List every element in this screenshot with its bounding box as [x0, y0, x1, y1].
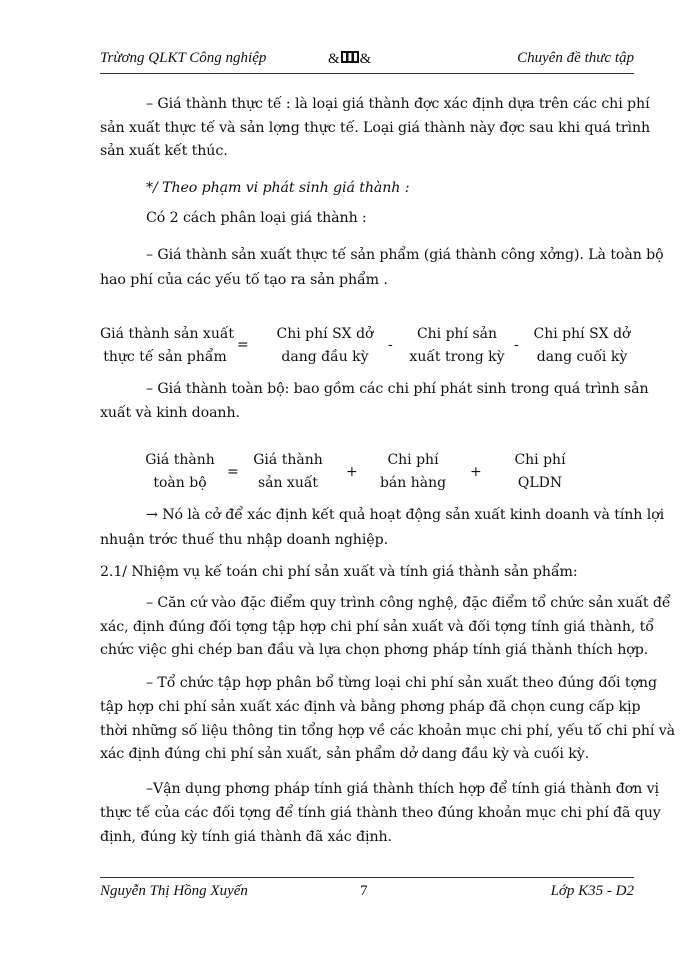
formula1-lhs-line1: Giá thành sản xuất	[100, 326, 235, 342]
header-ornament	[328, 50, 371, 68]
formula2-term2-line2: bán hàng	[379, 475, 447, 491]
para5-line3: chức việc ghi chép ban đầu và lựa chọn phơng pháp tính giá thành thích hợp.	[100, 642, 649, 658]
para6-line2: tập hợp chi phí sản xuất xác định và bằng phơng pháp đã chọn cung cấp kịp	[100, 699, 641, 715]
section2-heading: 2.1/ Nhiệm vụ kế toán chi phí sản xuất và tính giá thành sản phẩm:	[100, 564, 578, 580]
formula2-term1-line2: sản xuất	[257, 475, 319, 491]
para3-line2: xuất và kinh doanh.	[100, 405, 240, 421]
header-rule	[100, 73, 634, 74]
para7-line1: –Vận dụng phơng pháp tính giá thành thích hợp để tính giá thành đơn vị	[146, 781, 659, 797]
header-title: Chuyên đề thưc tập	[517, 50, 634, 66]
formula1-term2-line1: Chi phí sản	[416, 326, 498, 342]
page-number: 7	[360, 883, 368, 899]
formula1-term3-line2: dang cuối kỳ	[536, 349, 628, 365]
para7-line3: định, đúng kỳ tính giá thành đã xác định.	[100, 829, 392, 845]
para2-line2: hao phí của các yếu tố tạo ra sản phẩm .	[100, 272, 388, 288]
para6-line1: – Tổ chức tập hợp phân bổ từng loại chi phí sản xuất theo đúng đối tợng	[146, 675, 657, 691]
para5-line1: – Căn cứ vào đặc điểm quy trình công nghệ, đặc điểm tổ chức sản xuất để	[146, 595, 671, 611]
formula2-equals: =	[227, 464, 239, 480]
book-ornament-icon	[340, 50, 360, 65]
section-heading-scope: */ Theo phạm vi phát sinh giá thành :	[146, 180, 410, 196]
para5-line2: xác, định đúng đối tợng tập hợp chi phí sản xuất và đối tợng tính giá thành, tổ	[100, 619, 654, 635]
para6-line4: xác định đúng chi phí sản xuất, sản phẩm dở dang đầu kỳ và cuối kỳ.	[100, 746, 590, 762]
formula2-term2-line1: Chi phí	[387, 452, 439, 468]
formula2-lhs-line1: Giá thành	[145, 452, 215, 468]
formula1-lhs-line2: thực tế sản phẩm	[103, 349, 227, 365]
para4-line2: nhuận trớc thuế thu nhập doanh nghiệp.	[100, 532, 388, 548]
formula2-term3-line2: QLDN	[517, 475, 563, 491]
footer-author: Nguyễn Thị Hồng Xuyến	[100, 883, 248, 899]
formula2-term3-line1: Chi phí	[514, 452, 566, 468]
header-school: Trừơng QLKT Công nghiệp	[100, 50, 267, 66]
formula1-term1-line1: Chi phí SX dở	[276, 326, 374, 342]
para1-line1: – Giá thành thực tế : là loại giá thành đợc xác định dựa trên các chi phí	[146, 96, 650, 112]
formula2-term1-line1: Giá thành	[253, 452, 323, 468]
formula2-plus1: +	[346, 464, 358, 480]
para1-line3: sản xuất kết thúc.	[100, 143, 228, 159]
formula1-term1-line2: dang đầu kỳ	[281, 349, 369, 365]
para3-line1: – Giá thành toàn bộ: bao gồm các chi phí phát sinh trong quá trình sản	[146, 381, 649, 397]
formula1-term2-line2: xuất trong kỳ	[409, 349, 505, 365]
header-amp-left: &	[328, 51, 340, 67]
footer-rule	[100, 877, 634, 878]
formula1-minus1: -	[388, 337, 393, 353]
para4-line1: → Nó là cở để xác định kết quả hoạt động sản xuất kinh doanh và tính lợi	[146, 507, 665, 523]
formula1-term3-line1: Chi phí SX dở	[533, 326, 631, 342]
footer-class: Lớp K35 - D2	[550, 883, 634, 899]
para2-line1: – Giá thành sản xuất thực tế sản phẩm (giá thành công xởng). Là toàn bộ	[146, 247, 664, 263]
formula2-plus2: +	[470, 464, 482, 480]
para6-line3: thời những số liệu thông tin tổng hợp về các khoản mục chi phí, yếu tố chi phí và	[100, 723, 676, 739]
para1-line2: sản xuất thực tế và sản lợng thực tế. Loại giá thành này đợc sau khi quá trình	[100, 120, 651, 136]
para7-line2: thực tế của các đối tợng để tính giá thành theo đúng khoản mục chi phí đã quy	[100, 805, 661, 821]
formula2-lhs-line2: toàn bộ	[153, 475, 207, 491]
header-amp-right: &	[359, 51, 372, 67]
classification-intro: Có 2 cách phân loại giá thành :	[146, 210, 367, 226]
formula1-minus2: -	[514, 337, 519, 353]
formula1-equals: =	[237, 337, 249, 353]
